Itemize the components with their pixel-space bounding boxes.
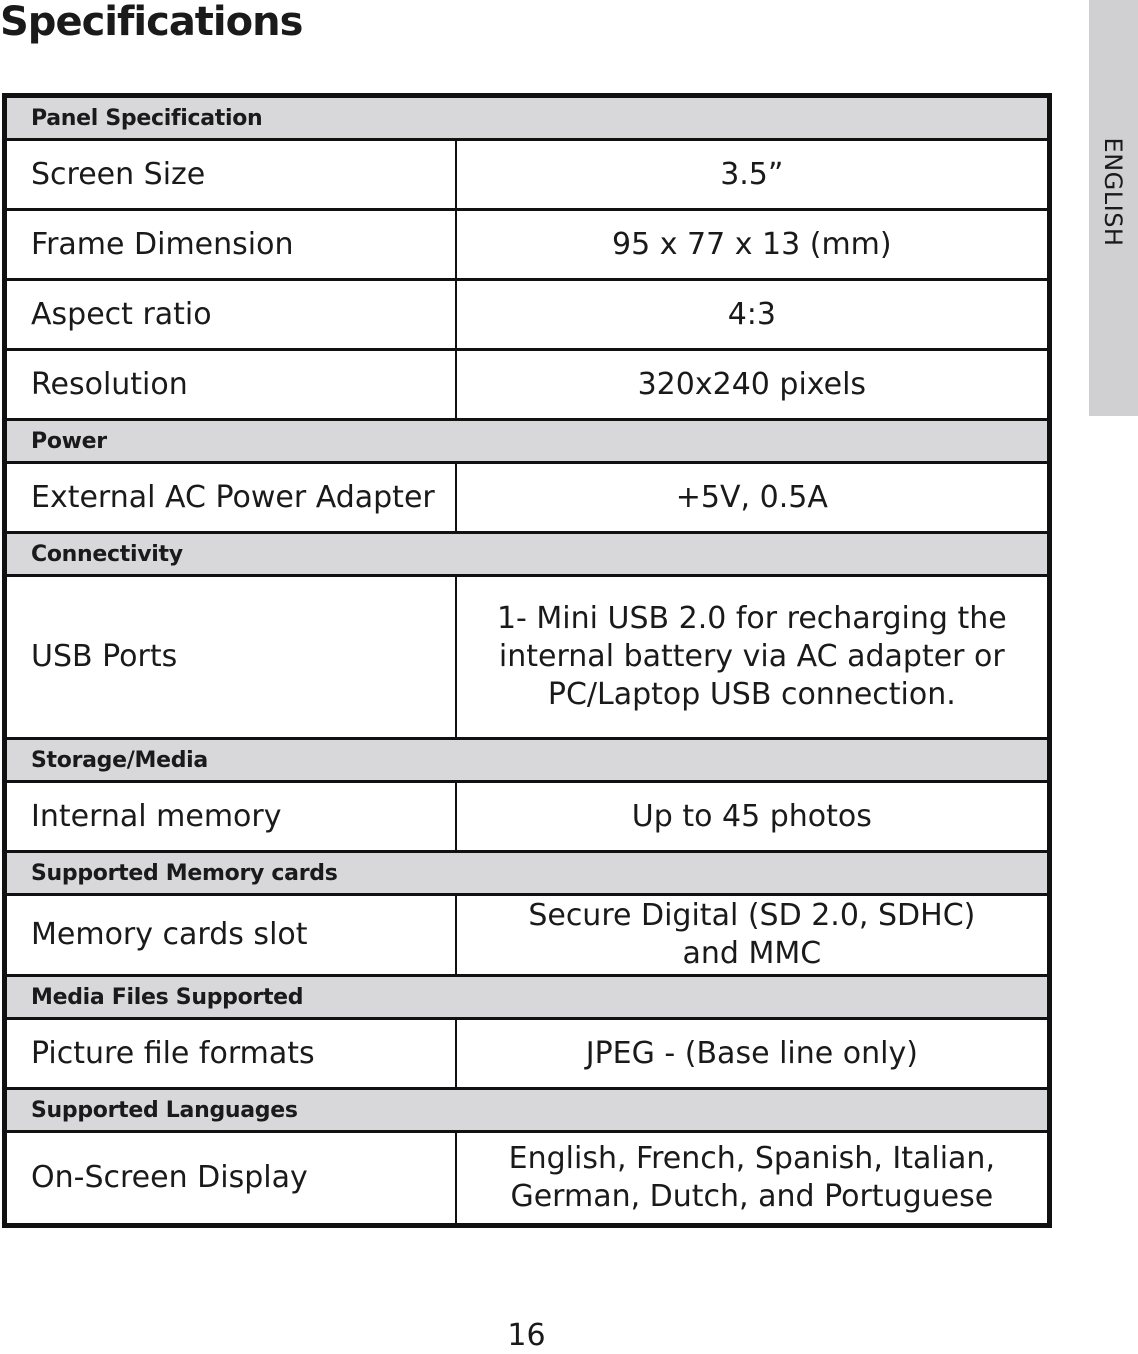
spec-label: USB Ports — [5, 576, 456, 739]
spec-label: External AC Power Adapter — [5, 463, 456, 533]
section-heading: Connectivity — [5, 533, 1050, 576]
spec-value: 1- Mini USB 2.0 for recharging the internal battery via AC adapter or PC/Laptop USB connection. — [456, 576, 1050, 739]
section-header-languages — [5, 1089, 1050, 1132]
section-heading: Media Files Supported — [5, 976, 1050, 1019]
section-header-storage — [5, 739, 1050, 782]
page-number: 16 — [507, 1318, 546, 1353]
spec-label: Aspect ratio — [5, 280, 456, 350]
section-header-media-files — [5, 976, 1050, 1019]
spec-value: 320x240 pixels — [456, 350, 1050, 420]
section-heading: Storage/Media — [5, 739, 1050, 782]
section-heading: Power — [5, 420, 1050, 463]
table-row — [5, 210, 1050, 280]
spec-label: On-Screen Display — [5, 1132, 456, 1226]
spec-label: Resolution — [5, 350, 456, 420]
section-heading: Panel Specification — [5, 96, 1050, 140]
spec-value: JPEG - (Base line only) — [456, 1019, 1050, 1089]
section-heading: Supported Memory cards — [5, 852, 1050, 895]
spec-value: 3.5” — [456, 140, 1050, 210]
table-row — [5, 140, 1050, 210]
spec-label: Memory cards slot — [5, 895, 456, 976]
spec-value: +5V, 0.5A — [456, 463, 1050, 533]
spec-label: Frame Dimension — [5, 210, 456, 280]
language-tab — [1089, 0, 1138, 416]
spec-value: English, French, Spanish, Italian, German, Dutch, and Portuguese — [456, 1132, 1050, 1226]
table-row — [5, 280, 1050, 350]
table-row — [5, 1019, 1050, 1089]
spec-value: Secure Digital (SD 2.0, SDHC) and MMC — [456, 895, 1050, 976]
specifications-table — [2, 93, 1052, 1228]
table-row — [5, 895, 1050, 976]
spec-value: Up to 45 photos — [456, 782, 1050, 852]
table-row — [5, 1132, 1050, 1226]
language-tab-label: ENGLISH — [1099, 137, 1127, 247]
spec-label: Picture file formats — [5, 1019, 456, 1089]
section-header-memory-cards — [5, 852, 1050, 895]
spec-value: 4:3 — [456, 280, 1050, 350]
spec-label: Screen Size — [5, 140, 456, 210]
section-heading: Supported Languages — [5, 1089, 1050, 1132]
section-header-panel — [5, 96, 1050, 140]
section-header-connectivity — [5, 533, 1050, 576]
page-title: Specifications — [0, 0, 303, 45]
section-header-power — [5, 420, 1050, 463]
table-row — [5, 782, 1050, 852]
table-row — [5, 576, 1050, 739]
spec-value: 95 x 77 x 13 (mm) — [456, 210, 1050, 280]
spec-label: Internal memory — [5, 782, 456, 852]
table-row — [5, 463, 1050, 533]
table-row — [5, 350, 1050, 420]
